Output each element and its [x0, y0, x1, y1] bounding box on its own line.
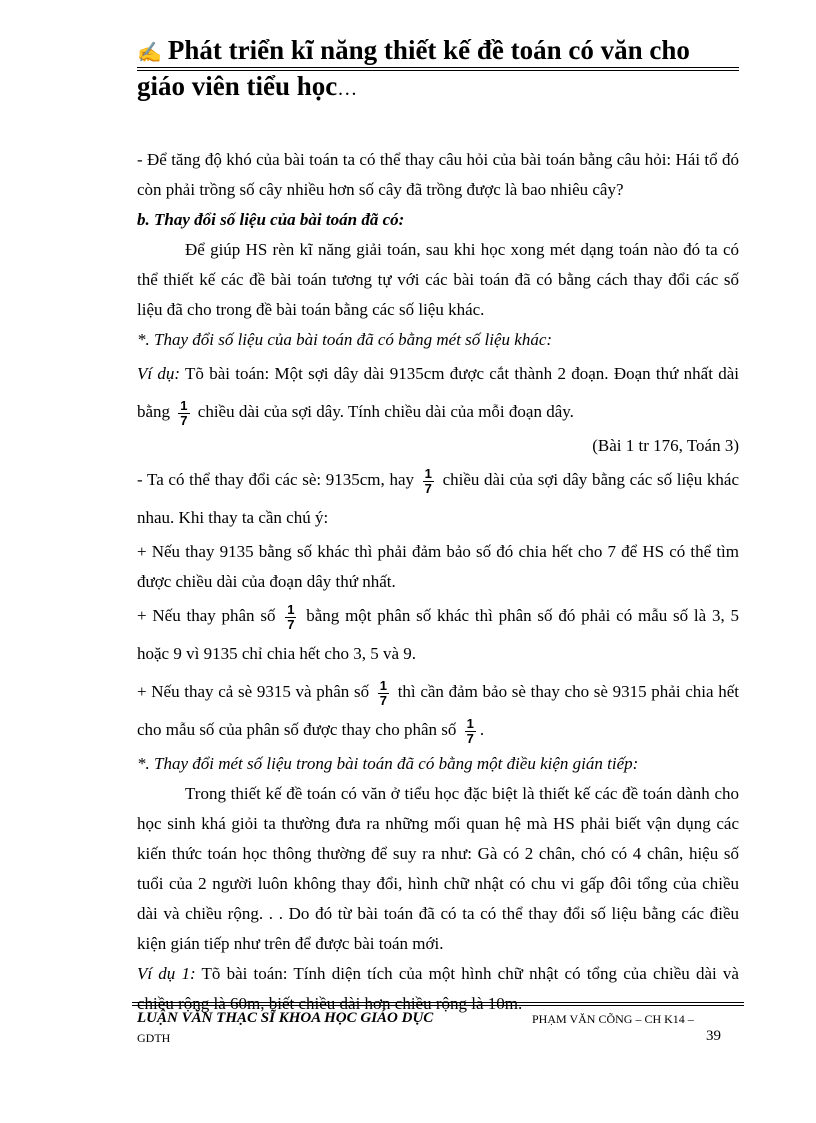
example-paragraph	[137, 355, 739, 431]
footer-rule	[132, 1005, 744, 1006]
fraction	[285, 603, 296, 632]
footer-thesis-title: LUẬN VĂN THẠC SĨ KHOA HỌC GIÁO DỤC	[137, 1010, 434, 1026]
footer-rule	[132, 1002, 744, 1003]
fraction-denominator: 7	[424, 480, 432, 496]
paragraph	[137, 597, 739, 673]
paragraph-text: thì cần đảm bảo sè thay cho sè 9315 phải chia hết cho mẫu số của phân số được thay cho phân số	[137, 682, 740, 739]
header-title-line1: Phát triển kĩ năng thiết kế đề toán có văn cho	[167, 35, 690, 65]
footer-author: PHẠM VĂN CÕNG – CH K14 –	[532, 1012, 694, 1026]
paragraph-text: bằng một phân số khác thì phân số đó phải có mẫu số là 3, 5 hoặc 9 vì 9135 chỉ chia hết cho 3, 5 và 9.	[137, 606, 739, 663]
writing-hand-icon: ✍	[137, 42, 162, 64]
fraction-numerator: 1	[379, 677, 387, 693]
fraction-denominator: 7	[466, 730, 474, 746]
example-text: Tõ bài toán: Một sợi dây dài 9135cm được cắt thành 2 đoạn. Đoạn thứ nhất dài bằng	[137, 364, 739, 421]
fraction	[465, 717, 476, 746]
fraction-denominator: 7	[379, 692, 387, 708]
fraction-denominator: 7	[287, 616, 295, 632]
paragraph	[137, 461, 739, 537]
page-header-title	[137, 34, 737, 69]
paragraph: Trong thiết kế đề toán có văn ở tiểu học đặc biệt là thiết kế các đề toán dành cho học sinh khá giỏi ta thường đưa ra những mối quan hệ mà HS phải biết vận dụng các kiến thức toán học thông thường để suy ra như: Gà có 2 chân, chó có 4 chân, hiệu số tuổi của 2 người luôn không thay đổi, hình chữ nhật có chu vi gấp đôi tổng của chiều dài và chiều rộng. . . Do đó từ bài toán đã có ta có thể thay đổi số liệu bằng các điều kiện gián tiếp như trên để được bài toán mới.	[137, 784, 739, 953]
fraction-numerator: 1	[424, 465, 432, 481]
subheading: *. Thay đổi số liệu của bài toán đã có bằng mét số liệu khác:	[137, 330, 553, 349]
fraction-denominator: 7	[180, 412, 188, 428]
example-text: chiều dài của sợi dây. Tính chiều dài của mỗi đoạn dây.	[197, 402, 574, 421]
paragraph: Để giúp HS rèn kĩ năng giải toán, sau khi học xong mét dạng toán nào đó ta có thể thiết kế các đề bài toán tương tự với các bài toán đã có bằng cách thay đổi các số liệu đã cho trong đề bài toán bằng các số liệu khác.	[137, 240, 739, 319]
fraction	[178, 399, 189, 428]
paragraph-text: .	[479, 720, 485, 739]
fraction	[423, 467, 434, 496]
page-number: 39	[706, 1028, 721, 1044]
example-text: Tõ bài toán: Tính diện tích của một hình chữ nhật có tổng của chiều dài và chiều rộng là 60m, biết chiều dài hơn chiều rộng là 10m.	[137, 964, 739, 1013]
page-body	[137, 145, 739, 1019]
subheading: *. Thay đổi mét số liệu trong bài toán đã có bằng một điều kiện gián tiếp:	[137, 754, 639, 773]
header-rule	[137, 67, 739, 68]
header-title-line2-wrap	[137, 70, 357, 105]
fraction	[378, 679, 389, 708]
paragraph-text: + Nếu thay phân số	[137, 606, 276, 625]
header-title-line2: giáo viên tiểu học	[137, 71, 338, 101]
paragraph: + Nếu thay 9135 bằng số khác thì phải đảm bảo số đó chia hết cho 7 để HS có thể tìm được chiều dài của đoạn dây thứ nhất.	[137, 542, 739, 591]
paragraph: - Để tăng độ khó của bài toán ta có thể thay câu hỏi của bài toán bằng câu hỏi: Hái tổ đó còn phải trồng số cây nhiều hơn số cây đã trồng được là bao nhiêu cây?	[137, 150, 739, 199]
fraction-numerator: 1	[180, 397, 188, 413]
paragraph-text: + Nếu thay cả sè 9315 và phân số	[137, 682, 370, 701]
section-heading-b: b. Thay đổi số liệu của bài toán đã có:	[137, 210, 405, 229]
footer-program: GDTH	[137, 1031, 171, 1045]
source-citation: (Bài 1 tr 176, Toán 3)	[592, 436, 739, 455]
paragraph-text: - Ta có thể thay đổi các sè: 9135cm, hay	[137, 470, 414, 489]
fraction-numerator: 1	[466, 715, 474, 731]
header-title-dots: …	[337, 78, 358, 100]
paragraph	[137, 673, 739, 749]
fraction-numerator: 1	[287, 601, 295, 617]
paragraph-text: chiều dài của sợi dây bằng các số liệu khác nhau. Khi thay ta cần chú ý:	[137, 470, 739, 527]
example-label: Ví dụ:	[137, 364, 181, 383]
example-label: Ví dụ 1:	[137, 964, 196, 983]
